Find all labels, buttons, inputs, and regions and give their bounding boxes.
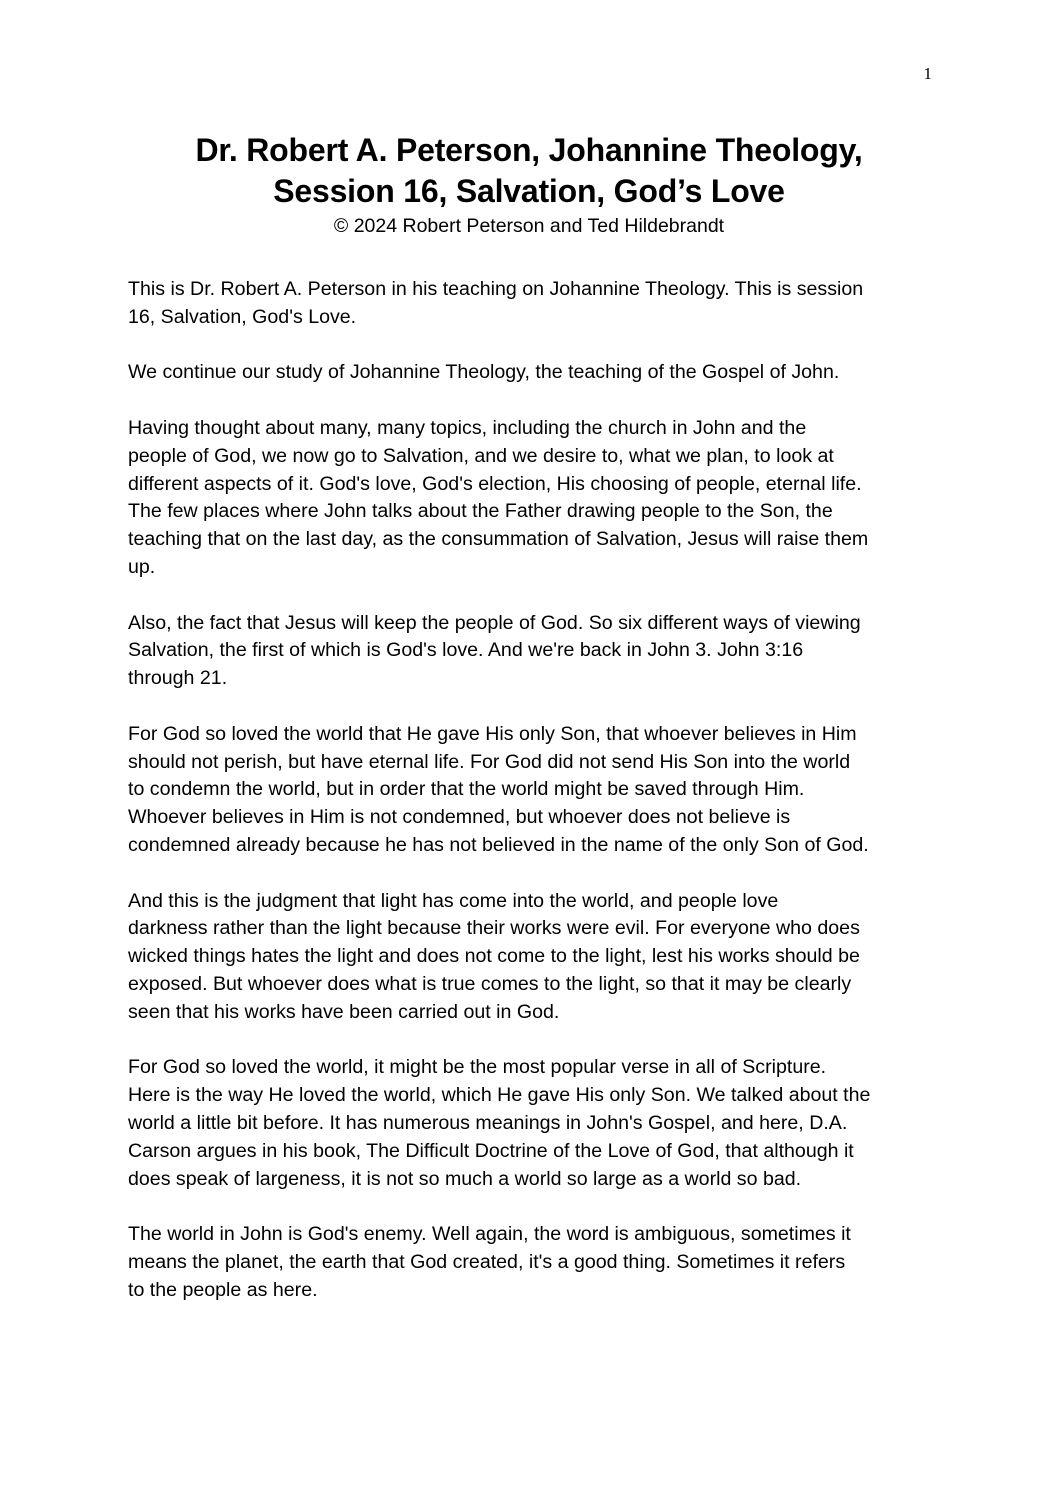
text-line: world a little bit before. It has numerous meanings in John's Gospel, and here, D.A. [128,1111,848,1134]
text-line: The world in John is God's enemy. Well again, the word is ambiguous, sometimes it [128,1223,851,1246]
paragraph-8 [128,1221,948,1304]
text-line: condemned already because he has not believed in the name of the only Son of God. [128,833,869,856]
text-line: does speak of largeness, it is not so much a world so large as a world so bad. [128,1167,802,1190]
text-line: to condemn the world, but in order that the world might be saved through Him. [128,778,805,801]
text-line: different aspects of it. God's love, God's election, His choosing of people, eternal life. [128,472,862,495]
text-line: wicked things hates the light and does not come to the light, lest his works should be [128,945,860,968]
text-line: teaching that on the last day, as the consummation of Salvation, Jesus will raise them [128,528,869,551]
text-line: should not perish, but have eternal life. For God did not send His Son into the world [128,750,851,773]
document-body [128,276,948,1332]
text-line: darkness rather than the light because their works were evil. For everyone who does [128,917,860,940]
copyright-notice: © 2024 Robert Peterson and Ted Hildebrandt [333,215,725,237]
page-number: 1 [923,64,932,83]
text-line: people of God, we now go to Salvation, and we desire to, what we plan, to look at [128,444,834,467]
text-line: 16, Salvation, God's Love. [128,305,357,328]
document-title-line-1: Dr. Robert A. Peterson, Johannine Theology, [195,132,863,168]
paragraph-7 [128,1054,948,1193]
text-line: We continue our study of Johannine Theology, the teaching of the Gospel of John. [128,361,840,384]
text-line: up. [128,555,156,578]
text-line: And this is the judgment that light has come into the world, and people love [128,889,779,912]
text-line: For God so loved the world, it might be the most popular verse in all of Scripture. [128,1056,827,1079]
text-line: This is Dr. Robert A. Peterson in his teaching on Johannine Theology. This is session [128,278,864,300]
text-line: Here is the way He loved the world, which He gave His only Son. We talked about the [128,1084,871,1107]
paragraph-3 [128,415,948,582]
text-line: seen that his works have been carried out in God. [128,1000,560,1023]
text-line: For God so loved the world that He gave His only Son, that whoever believes in Him [128,722,857,745]
paragraph-6 [128,888,948,1027]
text-line: to the people as here. [128,1278,318,1301]
text-line: Carson argues in his book, The Difficult Doctrine of the Love of God, that although it [128,1139,854,1162]
text-line: Also, the fact that Jesus will keep the people of God. So six different ways of viewing [128,611,861,634]
text-line: exposed. But whoever does what is true comes to the light, so that it may be clearly [128,972,852,995]
paragraph-5 [128,721,948,860]
document-title-line-2: Session 16, Salvation, God’s Love [273,173,785,209]
document-header [0,130,1058,240]
text-line: Whoever believes in Him is not condemned, but whoever does not believe is [128,806,791,829]
paragraph-4 [128,610,948,693]
text-line: through 21. [128,667,228,690]
text-line: The few places where John talks about the Father drawing people to the Son, the [128,500,833,523]
paragraph-1 [128,276,948,332]
paragraph-2 [128,359,948,387]
text-line: means the planet, the earth that God created, it's a good thing. Sometimes it refers [128,1250,846,1273]
text-line: Salvation, the first of which is God's love. And we're back in John 3. John 3:16 [128,639,804,662]
text-line: Having thought about many, many topics, including the church in John and the [128,416,807,439]
